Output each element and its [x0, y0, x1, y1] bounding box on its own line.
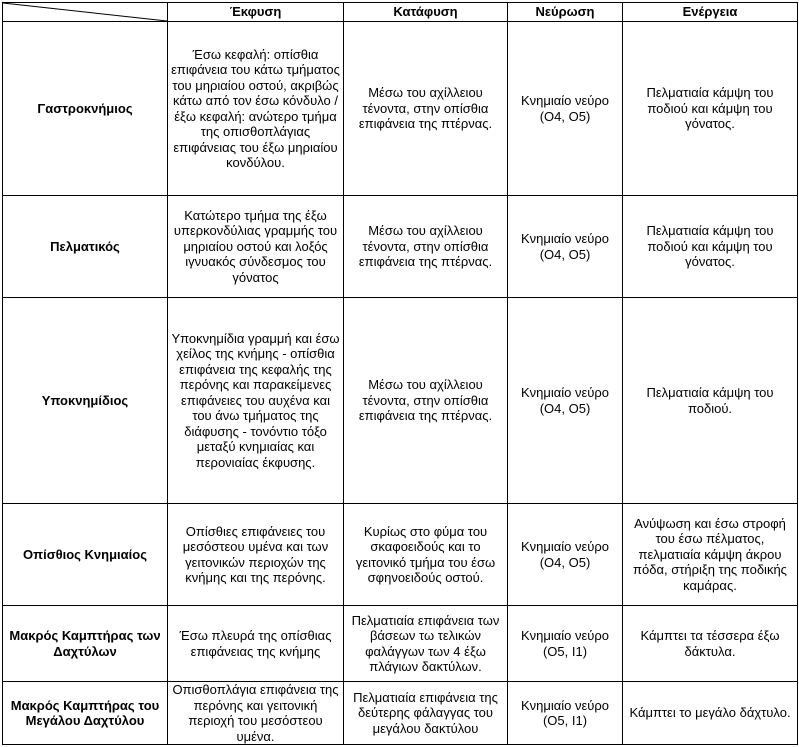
origin-cell: Κατώτερο τμήμα της έξω υπερκονδύλιας γραμμής του μηριαίου οστού και λοξός ιγνυακός σύνδεσμος του γόνατος	[168, 196, 344, 298]
innervation-cell: Κνημιαίο νεύρο (Ο4, Ο5)	[508, 22, 623, 196]
table-row	[3, 298, 798, 504]
muscle-name: Μακρός Καμπτήρας των Δαχτύλων	[3, 606, 168, 682]
action-cell: Πελματιαία κάμψη του ποδιού και κάμψη του γόνατος.	[623, 196, 798, 298]
innervation-cell: Κνημιαίο νεύρο (Ο4, Ο5)	[508, 196, 623, 298]
table-row	[3, 504, 798, 606]
origin-cell: Υποκνημίδια γραμμή και έσω χείλος της κνήμης - οπίσθια επιφάνεια της κεφαλής της περόνης και παρακείμενες επιφάνειες του αυχένα και του άνω τμήματος της διάφυσης - τονόντιο τόξο μεταξύ κνημιαίας και περονιαίας έκφυσης.	[168, 298, 344, 504]
table-row	[3, 682, 798, 745]
table-row	[3, 196, 798, 298]
innervation-cell: Κνημιαίο νεύρο (Ο5, Ι1)	[508, 606, 623, 682]
muscle-name: Υποκνημίδιος	[3, 298, 168, 504]
action-cell: Ανύψωση και έσω στροφή του έσω πέλματος, πελματιαία κάμψη άκρου πόδα, στήριξη της ποδικής καμάρας.	[623, 504, 798, 606]
table-row	[3, 22, 798, 196]
action-cell: Κάμπτει τα τέσσερα έξω δάκτυλα.	[623, 606, 798, 682]
header-action: Ενέργεια	[623, 3, 798, 22]
origin-cell: Έσω πλευρά της οπίσθιας επιφάνειας της κνήμης	[168, 606, 344, 682]
diagonal-line	[3, 3, 167, 21]
innervation-cell: Κνημιαίο νεύρο (Ο4, Ο5)	[508, 298, 623, 504]
origin-cell: Έσω κεφαλή: οπίσθια επιφάνεια του κάτω τμήματος του μηριαίου οστού, ακριβώς κάτω από τον έσω κόνδυλο / έξω κεφαλή: ανώτερο τμήμα της οπισθοπλάγιας επιφάνειας του έξω μηριαίου κονδύλου.	[168, 22, 344, 196]
muscle-name: Οπίσθιος Κνημιαίος	[3, 504, 168, 606]
innervation-cell: Κνημιαίο νεύρο (Ο4, Ο5)	[508, 504, 623, 606]
corner-cell	[3, 3, 168, 22]
action-cell: Πελματιαία κάμψη του ποδιού και κάμψη του γόνατος.	[623, 22, 798, 196]
header-insertion: Κατάφυση	[344, 3, 508, 22]
insertion-cell: Πελματιαία επιφάνεια της δεύτερης φάλαγγας του μεγάλου δακτύλου	[344, 682, 508, 745]
header-row	[3, 3, 798, 22]
insertion-cell: Μέσω του αχίλλειου τένοντα, στην οπίσθια επιφάνεια της πτέρνας.	[344, 196, 508, 298]
header-innervation: Νεύρωση	[508, 3, 623, 22]
innervation-cell: Κνημιαίο νεύρο (Ο5, Ι1)	[508, 682, 623, 745]
insertion-cell: Μέσω του αχίλλειου τένοντα, στην οπίσθια επιφάνεια της πτέρνας.	[344, 22, 508, 196]
muscle-name: Πελματικός	[3, 196, 168, 298]
insertion-cell: Κυρίως στο φύμα του σκαφοειδούς και το γειτονικό τμήμα του έσω σφηνοειδούς οστού.	[344, 504, 508, 606]
origin-cell: Οπισθοπλάγια επιφάνεια της περόνης και γειτονική περιοχή του μεσόστεου υμένα.	[168, 682, 344, 745]
muscle-table	[2, 2, 798, 745]
action-cell: Κάμπτει το μεγάλο δάχτυλο.	[623, 682, 798, 745]
action-cell: Πελματιαία κάμψη του ποδιού.	[623, 298, 798, 504]
muscle-name: Γαστροκνήμιος	[3, 22, 168, 196]
table-row	[3, 606, 798, 682]
insertion-cell: Πελματιαία επιφάνεια των βάσεων τω τελικών φαλάγγων των 4 έξω πλάγιων δακτύλων.	[344, 606, 508, 682]
muscle-name: Μακρός Καμπτήρας του Μεγάλου Δαχτύλου	[3, 682, 168, 745]
origin-cell: Οπίσθιες επιφάνειες του μεσόστεου υμένα και των γειτονικών περιοχών της κνήμης και της περόνης.	[168, 504, 344, 606]
header-origin: Έκφυση	[168, 3, 344, 22]
insertion-cell: Μέσω του αχίλλειου τένοντα, στην οπίσθια επιφάνεια της πτέρνας.	[344, 298, 508, 504]
